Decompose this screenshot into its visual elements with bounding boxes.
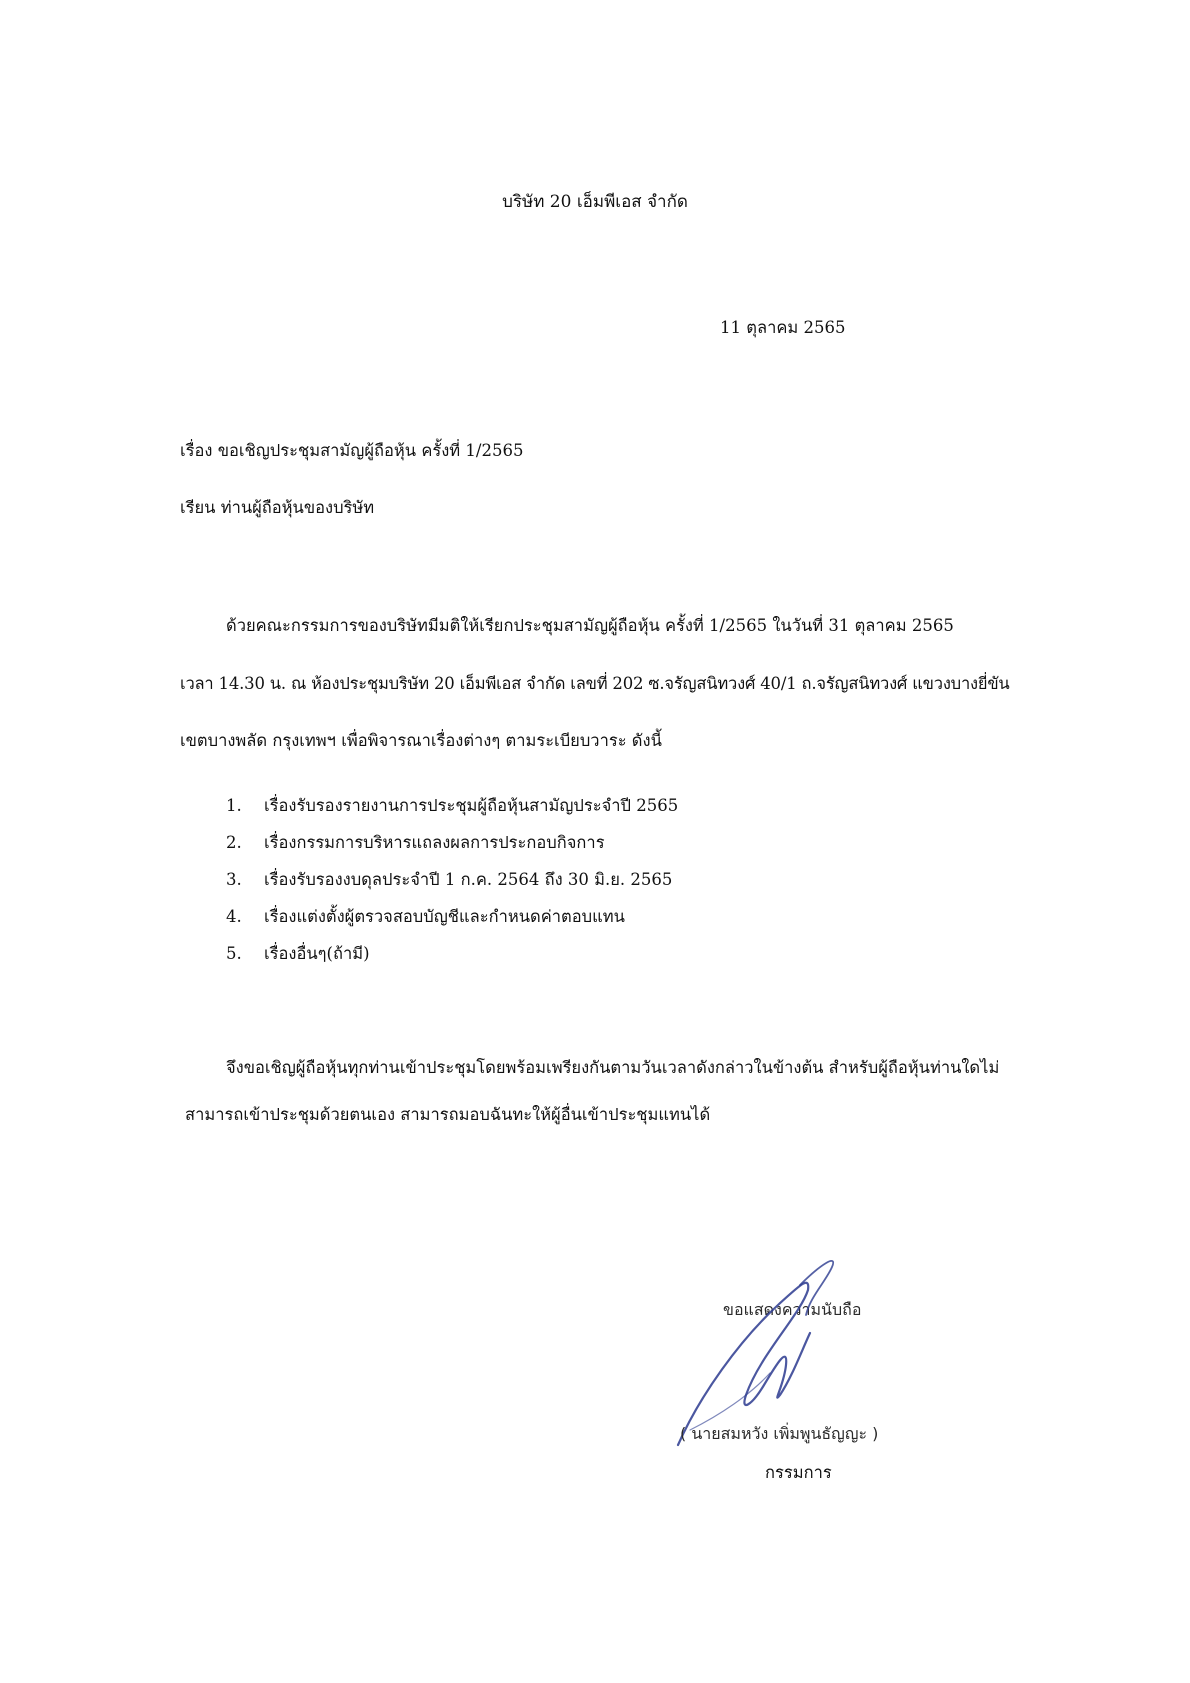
company-name: บริษัท 20 เอ็มพีเอส จำกัด <box>502 192 688 212</box>
agenda-item <box>226 943 678 980</box>
agenda-list <box>226 795 678 980</box>
agenda-item-text: เรื่องแต่งตั้งผู้ตรวจสอบบัญชีและกำหนดค่าตอบแทน <box>264 907 625 926</box>
agenda-item-number: 4. <box>226 907 242 926</box>
agenda-item-text: เรื่องอื่นๆ(ถ้ามี) <box>264 944 370 963</box>
agenda-item-number: 5. <box>226 944 242 963</box>
body-paragraph-line: เวลา 14.30 น. ณ ห้องประชุมบริษัท 20 เอ็มพีเอส จำกัด เลขที่ 202 ซ.จรัญสนิทวงศ์ 40/1 ถ.จรัญสนิทวงศ์ แขวงบางยี่ขัน <box>180 674 1010 693</box>
agenda-item <box>226 832 678 869</box>
agenda-item-number: 2. <box>226 833 242 852</box>
agenda-item-text: เรื่องรับรองรายงานการประชุมผู้ถือหุ้นสามัญประจำปี 2565 <box>264 796 679 815</box>
body-paragraph-line: เขตบางพลัด กรุงเทพฯ เพื่อพิจารณาเรื่องต่างๆ ตามระเบียบวาระ ดังนี้ <box>180 731 662 750</box>
closing-paragraph-line: จึงขอเชิญผู้ถือหุ้นทุกท่านเข้าประชุมโดยพร้อมเพรียงกันตามวันเวลาดังกล่าวในข้างต้น สำหรับผู้ถือหุ้นท่านใดไม่ <box>226 1058 1000 1077</box>
agenda-item-text: เรื่องกรรมการบริหารแถลงผลการประกอบกิจการ <box>264 833 605 852</box>
signer-position: กรรมการ <box>765 1463 832 1482</box>
agenda-item <box>226 869 678 906</box>
letter-salutation: เรียน ท่านผู้ถือหุ้นของบริษัท <box>180 498 375 517</box>
closing-paragraph-line: สามารถเข้าประชุมด้วยตนเอง สามารถมอบฉันทะให้ผู้อื่นเข้าประชุมแทนได้ <box>185 1105 711 1124</box>
agenda-item-number: 3. <box>226 870 242 889</box>
agenda-item <box>226 906 678 943</box>
letter-subject: เรื่อง ขอเชิญประชุมสามัญผู้ถือหุ้น ครั้งที่ 1/2565 <box>180 441 524 460</box>
agenda-item-number: 1. <box>226 796 242 815</box>
signer-name: ( นายสมหวัง เพิ่มพูนธัญญะ ) <box>680 1424 879 1443</box>
signoff-text: ขอแสดงความนับถือ <box>723 1300 862 1319</box>
agenda-item-text: เรื่องรับรองงบดุลประจำปี 1 ก.ค. 2564 ถึง 30 มิ.ย. 2565 <box>264 870 673 889</box>
body-paragraph-line: ด้วยคณะกรรมการของบริษัทมีมติให้เรียกประชุมสามัญผู้ถือหุ้น ครั้งที่ 1/2565 ในวันที่ 31 ตุลาคม 2565 <box>226 616 954 635</box>
agenda-item <box>226 795 678 832</box>
letter-date: 11 ตุลาคม 2565 <box>720 318 846 337</box>
